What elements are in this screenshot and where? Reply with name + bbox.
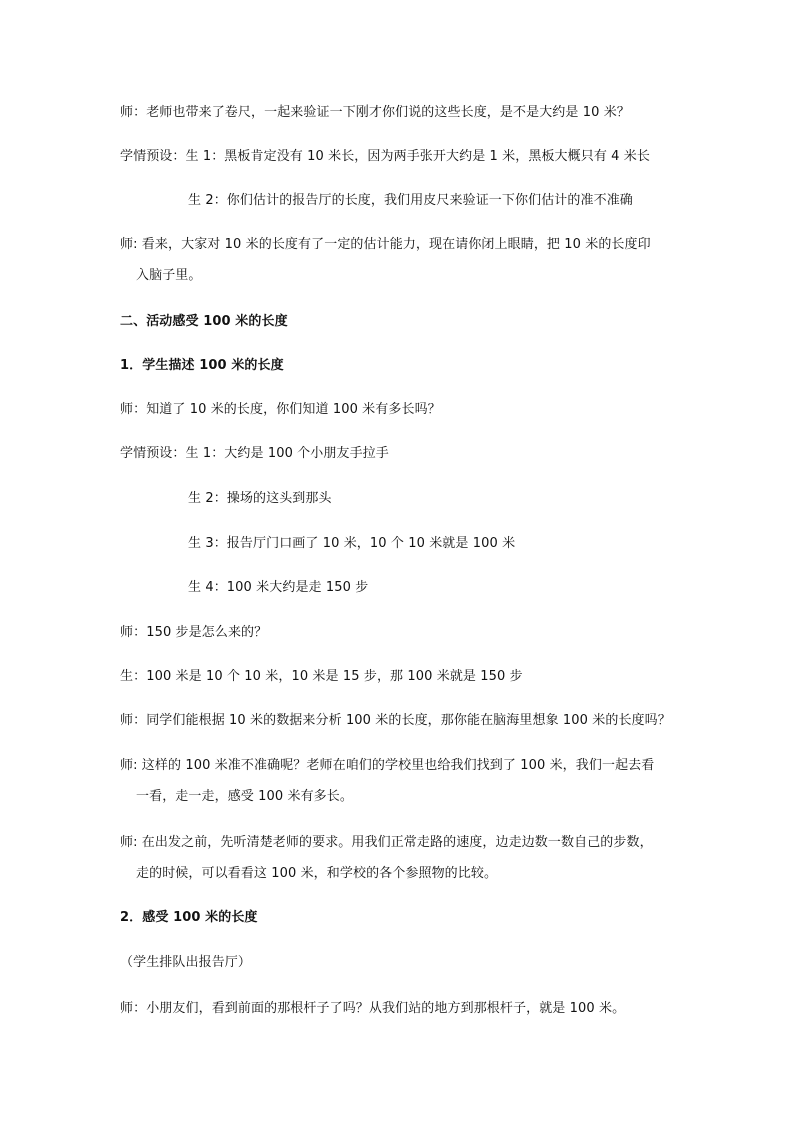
paragraph-teacher-rules: 师: 在出发之前，先听清楚老师的要求。用我们正常走路的速度，边走边数一数自己的步数， bbox=[120, 835, 653, 850]
paragraph-teacher-imagine: 师：同学们能根据 10 米的数据来分析 100 米的长度，那你能在脑海里想象 100 米的长度吗？ bbox=[120, 713, 671, 728]
paragraph-stage-direction: （学生排队出报告厅） bbox=[120, 955, 252, 970]
paragraph-student-answer-2: 生 2：操场的这头到那头 bbox=[188, 491, 332, 506]
paragraph-student-steps: 生：100 米是 10 个 10 米，10 米是 15 步，那 100 米就是 150 步 bbox=[120, 669, 523, 684]
paragraph-student-answer-4: 生 4：100 米大约是走 150 步 bbox=[188, 580, 369, 595]
paragraph-prediction-2: 生 2：你们估计的报告厅的长度，我们用皮尺来验证一下你们估计的准不准确 bbox=[188, 193, 633, 208]
paragraph-teacher-question: 师：知道了 10 米的长度，你们知道 100 米有多长吗？ bbox=[120, 402, 441, 417]
paragraph-teacher-accuracy: 师: 这样的 100 米准不准确呢？老师在咱们的学校里也给我们找到了 100 米，我们一起去看 bbox=[120, 758, 655, 773]
paragraph-teacher-tape: 师：老师也带来了卷尺，一起来验证一下刚才你们说的这些长度，是不是大约是 10 米？ bbox=[120, 105, 630, 120]
subsection-heading-1: 1．学生描述 100 米的长度 bbox=[120, 358, 284, 373]
paragraph-student-answer-1: 学情预设：生 1：大约是 100 个小朋友手拉手 bbox=[120, 446, 389, 461]
paragraph-teacher-estimate: 师: 看来，大家对 10 米的长度有了一定的估计能力，现在请你闭上眼睛，把 10 米的长度印 bbox=[120, 237, 651, 252]
paragraph-student-answer-3: 生 3：报告厅门口画了 10 米，10 个 10 米就是 100 米 bbox=[188, 536, 516, 551]
paragraph-teacher-accuracy-continued: 一看，走一走，感受 100 米有多长。 bbox=[136, 789, 353, 804]
subsection-heading-2: 2．感受 100 米的长度 bbox=[120, 910, 258, 925]
paragraph-teacher-steps: 师：150 步是怎么来的？ bbox=[120, 625, 268, 640]
section-heading: 二、活动感受 100 米的长度 bbox=[120, 314, 288, 329]
paragraph-teacher-pole: 师：小朋友们，看到前面的那根杆子了吗？从我们站的地方到那根杆子，就是 100 米。 bbox=[120, 1001, 626, 1016]
paragraph-teacher-rules-continued: 走的时候，可以看看这 100 米，和学校的各个参照物的比较。 bbox=[136, 866, 498, 881]
paragraph-teacher-estimate-continued: 入脑子里。 bbox=[136, 268, 202, 283]
paragraph-prediction-1: 学情预设：生 1：黑板肯定没有 10 米长，因为两手张开大约是 1 米，黑板大概只有 4 米长 bbox=[120, 149, 650, 164]
